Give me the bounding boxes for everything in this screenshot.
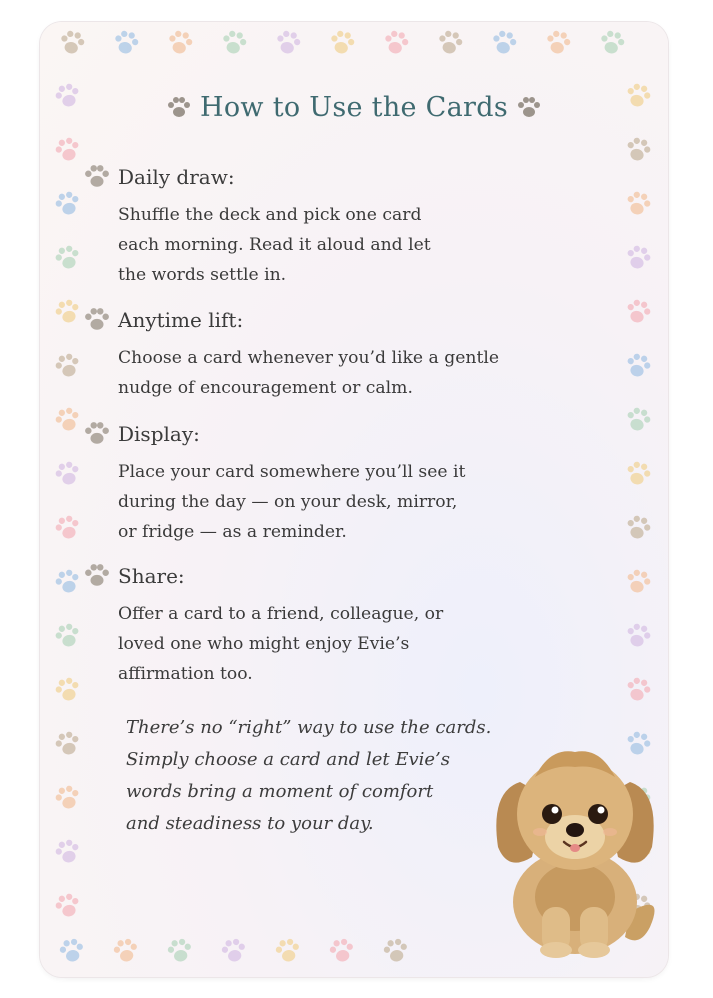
border-paw-print bbox=[53, 298, 81, 325]
border-paw-print bbox=[112, 938, 139, 964]
section-display bbox=[118, 421, 598, 547]
border-paw-print bbox=[545, 29, 572, 56]
closing-note bbox=[126, 712, 516, 840]
section-daily-draw bbox=[118, 164, 598, 290]
border-paw-print bbox=[329, 29, 356, 56]
border-paw-print bbox=[491, 29, 518, 56]
section-share bbox=[118, 563, 598, 689]
border-paw-print bbox=[53, 838, 81, 865]
title-text: How to Use the Cards bbox=[200, 92, 508, 123]
section-heading: Display: bbox=[118, 422, 200, 446]
section-line: affirmation too. bbox=[118, 664, 253, 684]
section-line: each morning. Read it aloud and let bbox=[118, 235, 431, 255]
section-anytime-lift bbox=[118, 307, 598, 403]
border-paw-print bbox=[53, 460, 81, 487]
border-paw-print bbox=[624, 298, 652, 325]
border-paw-print bbox=[624, 568, 652, 595]
border-paw-print bbox=[53, 892, 81, 919]
border-paw-print bbox=[53, 676, 81, 703]
paw-icon bbox=[82, 164, 112, 190]
border-paw-print bbox=[624, 406, 652, 433]
border-paw-print bbox=[53, 622, 81, 649]
border-paw-print bbox=[58, 938, 85, 964]
border-paw-print bbox=[167, 29, 194, 56]
section-line: or fridge — as a reminder. bbox=[118, 522, 347, 542]
border-paw-print bbox=[113, 29, 140, 56]
section-line: Choose a card whenever you’d like a gentle bbox=[118, 348, 500, 368]
section-heading: Anytime lift: bbox=[118, 308, 244, 332]
section-line: loved one who might enjoy Evie’s bbox=[118, 634, 410, 654]
border-paw-print bbox=[624, 352, 652, 379]
border-paw-print bbox=[624, 622, 652, 649]
border-paw-print bbox=[220, 938, 247, 964]
border-paw-print bbox=[624, 244, 652, 271]
section-heading: Daily draw: bbox=[118, 165, 235, 189]
border-paw-print bbox=[53, 244, 81, 271]
closing-line: words bring a moment of comfort bbox=[126, 781, 434, 802]
border-paw-print bbox=[53, 784, 81, 811]
border-paw-print bbox=[53, 136, 81, 163]
border-paw-print bbox=[275, 29, 302, 56]
affirmation-card bbox=[40, 22, 668, 977]
closing-line: Simply choose a card and let Evie’s bbox=[126, 749, 451, 770]
section-line: during the day — on your desk, mirror, bbox=[118, 492, 458, 512]
border-paw-print bbox=[53, 406, 81, 433]
border-paw-print bbox=[382, 938, 409, 964]
border-paw-print bbox=[274, 938, 301, 964]
section-line: the words settle in. bbox=[118, 265, 287, 285]
border-paw-print bbox=[221, 29, 248, 56]
puppy-illustration bbox=[480, 722, 668, 962]
border-paw-print bbox=[599, 29, 626, 56]
section-line: Shuffle the deck and pick one card bbox=[118, 205, 422, 225]
border-paw-print bbox=[53, 730, 81, 757]
section-line: nudge of encouragement or calm. bbox=[118, 378, 413, 398]
border-paw-print bbox=[383, 29, 410, 56]
border-paw-print bbox=[328, 938, 355, 964]
border-paw-print bbox=[624, 460, 652, 487]
border-paw-print bbox=[437, 29, 464, 56]
paw-icon bbox=[82, 563, 112, 589]
border-paw-print bbox=[624, 190, 652, 217]
border-paw-print bbox=[624, 514, 652, 541]
card-title bbox=[40, 92, 668, 127]
section-heading: Share: bbox=[118, 564, 185, 588]
border-paw-print bbox=[624, 136, 652, 163]
border-paw-print bbox=[624, 676, 652, 703]
section-line: Offer a card to a friend, colleague, or bbox=[118, 604, 444, 624]
paw-icon bbox=[166, 96, 192, 127]
border-paw-print bbox=[53, 514, 81, 541]
closing-line: There’s no “right” way to use the cards. bbox=[126, 717, 492, 738]
border-paw-print bbox=[59, 29, 86, 56]
border-paw-print bbox=[53, 190, 81, 217]
paw-icon bbox=[516, 96, 542, 127]
section-line: Place your card somewhere you’ll see it bbox=[118, 462, 466, 482]
border-paw-print bbox=[166, 938, 193, 964]
paw-icon bbox=[82, 421, 112, 447]
closing-line: and steadiness to your day. bbox=[126, 813, 374, 834]
border-paw-print bbox=[53, 568, 81, 595]
paw-icon bbox=[82, 307, 112, 333]
border-paw-print bbox=[53, 352, 81, 379]
